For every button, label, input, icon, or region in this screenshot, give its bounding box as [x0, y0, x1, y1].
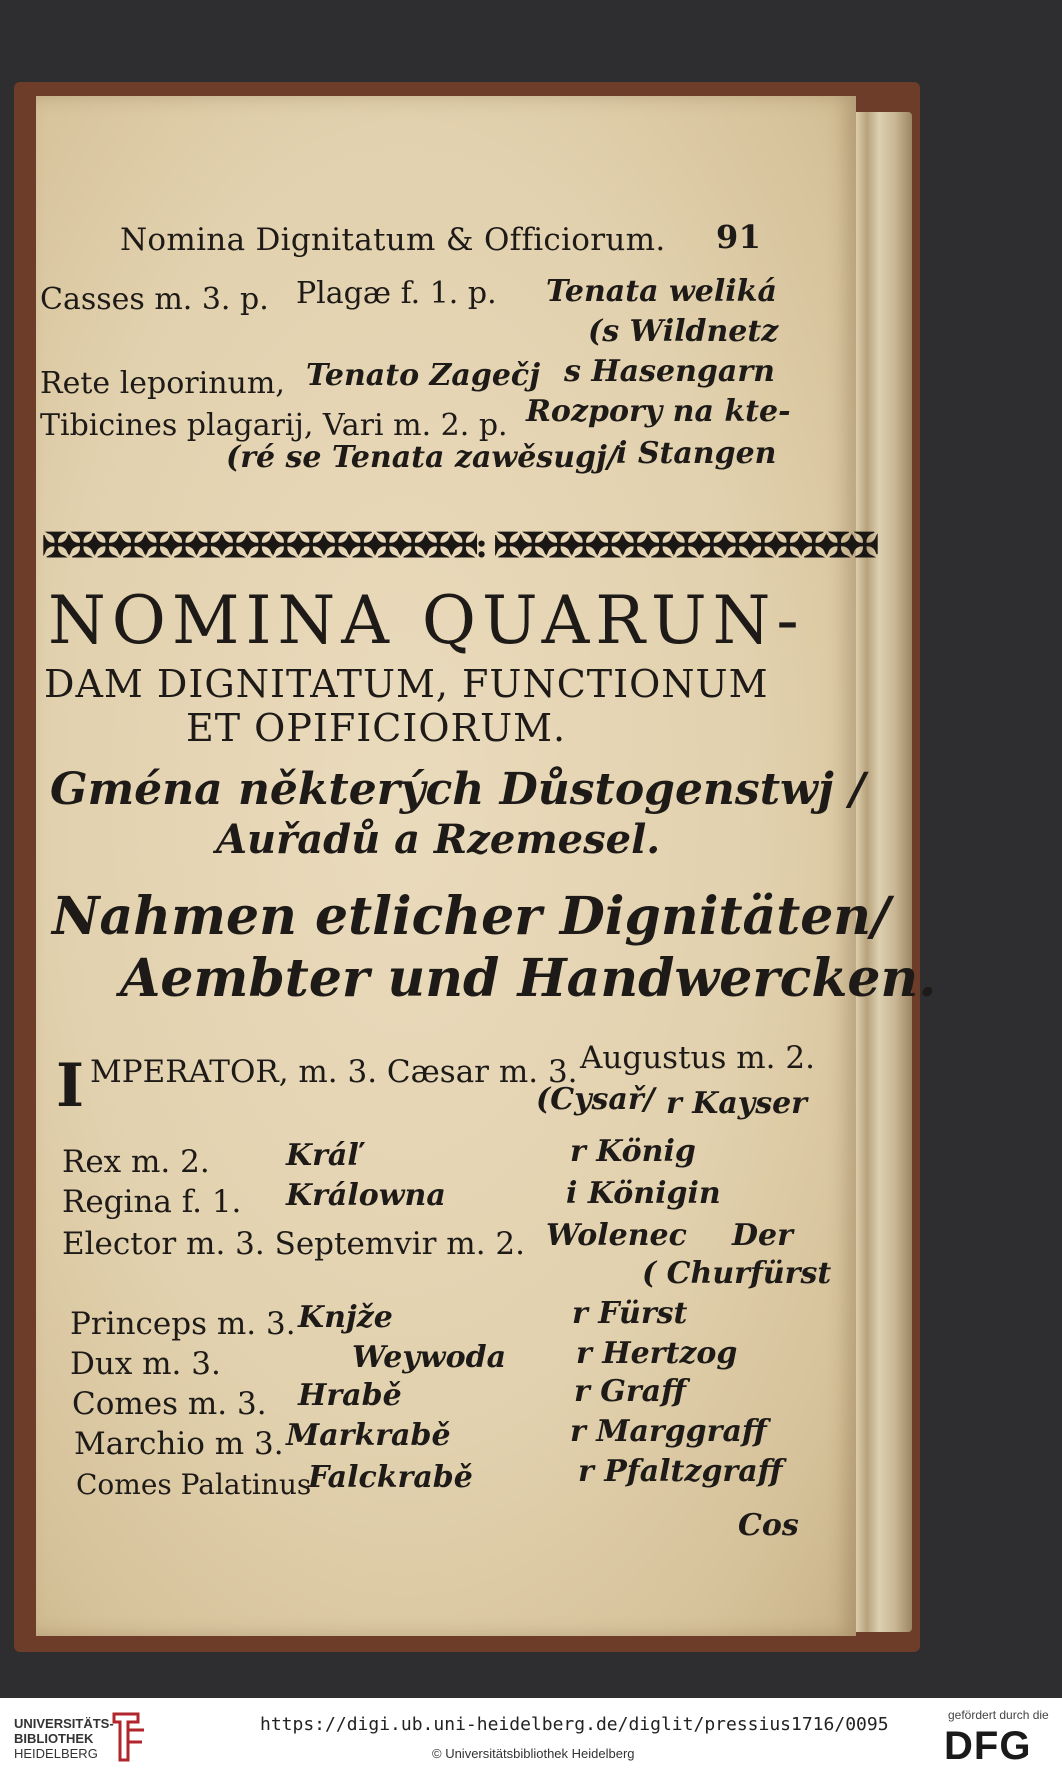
entry-german: r Marggraff	[570, 1414, 767, 1449]
library-name-line-2: BIBLIOTHEK	[14, 1731, 94, 1746]
entry-german: r Pfaltzgraff	[578, 1454, 783, 1489]
library-logo-icon	[108, 1710, 148, 1768]
section-title-line-1: NOMINA QUARUN-	[48, 582, 805, 659]
entry-latin: Marchio m 3.	[74, 1426, 284, 1462]
entry-german: r König	[570, 1134, 696, 1169]
permalink-url[interactable]: https://digi.ub.uni-heidelberg.de/diglit/pressius1716/0095	[260, 1714, 889, 1735]
entry-latin: Elector m. 3. Septemvir m. 2.	[62, 1226, 525, 1262]
entry-german: ( Churfürst	[642, 1256, 832, 1291]
entry-latin: Dux m. 3.	[70, 1346, 221, 1382]
entry-latin: Tibicines plagarij, Vari m. 2. p.	[40, 408, 508, 443]
dfg-logo: DFG	[944, 1724, 1032, 1768]
section-title-line-3: ET OPIFICIORUM.	[186, 706, 567, 750]
entry-czech: Tenata weliká	[546, 274, 777, 309]
entry-czech: Rozpory na kte-	[526, 394, 791, 429]
library-name-line-1: UNIVERSITÄTS-	[14, 1716, 114, 1731]
entry-czech: Hrabě	[298, 1378, 402, 1413]
entry-latin-2: Plagæ f. 1. p.	[296, 276, 497, 311]
entry-german: r Fürst	[572, 1296, 688, 1331]
entry-czech: Králowna	[286, 1178, 446, 1213]
funded-by-text: gefördert durch die	[948, 1708, 1049, 1722]
entry-czech: Kráľ	[286, 1138, 363, 1173]
entry-latin: Casses m. 3. p.	[40, 282, 269, 317]
entry-czech: Wolenec	[546, 1218, 687, 1253]
entry-czech: Knjže	[298, 1300, 393, 1335]
entry-czech: Tenato Zagečj	[306, 358, 541, 393]
entry-latin: Comes m. 3.	[72, 1386, 267, 1422]
section-title-line-2: DAM DIGNITATUM, FUNCTIONUM	[44, 662, 769, 706]
entry-czech: Falckrabě	[308, 1460, 473, 1495]
entry-german: s Hasengarn	[564, 354, 775, 389]
entry-latin: Comes Palatinus	[76, 1468, 312, 1501]
entry-german: Der	[732, 1218, 793, 1253]
entry-german: i Stangen	[616, 436, 777, 471]
entry-czech: Markrabě	[286, 1418, 451, 1453]
entry-german: r Hertzog	[576, 1336, 738, 1371]
catchword: Cos	[738, 1508, 799, 1543]
page-number: 91	[716, 218, 762, 256]
entry-latin: MPERATOR, m. 3. Cæsar m. 3.	[90, 1054, 578, 1090]
entry-latin: Rete leporinum,	[40, 366, 285, 401]
entry-german: (s Wildnetz	[588, 314, 779, 349]
czech-title-line-2: Auřadů a Rzemesel.	[216, 816, 661, 863]
entry-latin-2: Augustus m. 2.	[580, 1040, 815, 1076]
drop-cap: I	[56, 1051, 85, 1121]
german-title-line-2: Aembter und Handwercken.	[120, 948, 937, 1009]
library-name-line-3: HEIDELBERG	[14, 1746, 98, 1761]
entry-czech: Weywoda	[352, 1340, 507, 1375]
entry-czech: (Cysař/	[536, 1082, 655, 1117]
entry-german: i Königin	[566, 1176, 721, 1211]
german-title-line-1: Nahmen etlicher Dignitäten/	[52, 886, 891, 947]
entry-czech: (ré se Tenata zawěsugj/	[226, 440, 618, 475]
copyright-text: © Universitätsbibliothek Heidelberg	[432, 1746, 635, 1761]
entry-latin: Regina f. 1.	[62, 1184, 242, 1220]
entry-german: r Kayser	[666, 1086, 807, 1121]
running-head: Nomina Dignitatum & Officiorum.	[120, 222, 666, 258]
book-page	[36, 96, 937, 1636]
entry-german: r Graff	[574, 1374, 686, 1409]
footer-bar	[0, 1698, 1062, 1775]
ornament-band: ✠✠✠✠✠✠✠✠✠✠✠✠✠✠✠✠✠: ✠✠✠✠✠✠✠✠✠✠✠✠✠✠✠	[42, 526, 877, 566]
czech-title-line-1: Gména některých Důstogenstwj /	[50, 764, 866, 815]
entry-latin: Rex m. 2.	[62, 1144, 210, 1180]
entry-latin: Princeps m. 3.	[70, 1306, 296, 1342]
